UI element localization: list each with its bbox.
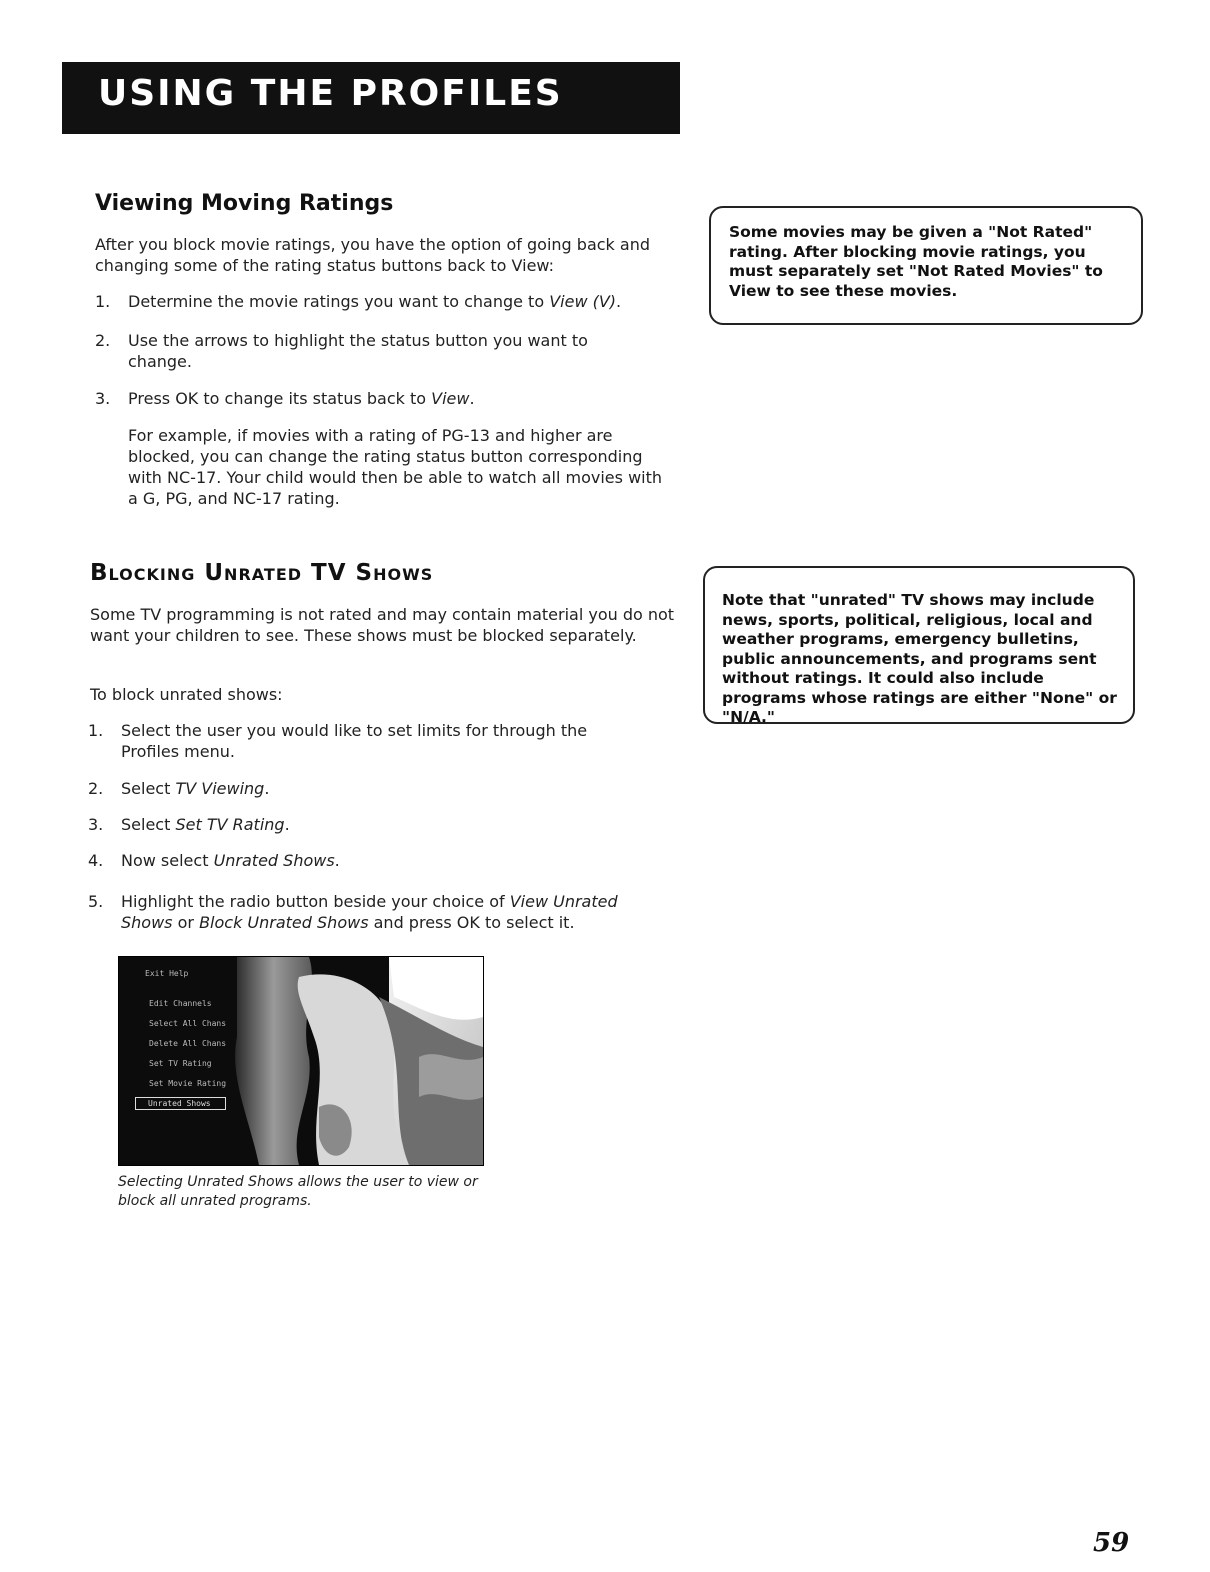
step-text: Select xyxy=(121,779,176,798)
step-text-end: . xyxy=(616,292,622,311)
step-text: Now select xyxy=(121,851,214,870)
menu-item-select-all-chans[interactable]: Select All Chans xyxy=(149,1019,227,1028)
blocking-step-4 xyxy=(88,850,648,872)
step-number: 5. xyxy=(88,892,104,911)
step-text-italic: Set TV Rating xyxy=(175,815,285,834)
blocking-step-1 xyxy=(88,720,648,764)
step-text-end: . xyxy=(334,851,340,870)
viewing-intro: After you block movie ratings, you have the option of going back and changing some of the rating status buttons back to View: xyxy=(95,235,650,275)
blocking-step-5 xyxy=(88,891,668,935)
step-number: 2. xyxy=(95,331,111,350)
step-text-mid: or xyxy=(172,913,200,932)
menu-item-delete-all-chans[interactable]: Delete All Chans xyxy=(149,1039,227,1048)
step-text-italic: View Unrated Shows xyxy=(121,892,618,932)
step-number: 3. xyxy=(95,389,111,408)
step-text-end: . xyxy=(469,389,475,408)
step-text-end: and press OK to select it. xyxy=(368,913,575,932)
step-text: Press OK to change its status back to xyxy=(128,389,432,408)
menu-item-set-tv-rating[interactable]: Set TV Rating xyxy=(149,1059,212,1068)
step-number: 2. xyxy=(88,779,104,798)
blocking-lead: To block unrated shows: xyxy=(90,685,283,704)
step-text-end: . xyxy=(284,815,290,834)
step-text: Select the user you would like to set limits for through the Profiles menu. xyxy=(121,721,588,761)
viewing-ratings-heading: Viewing Moving Ratings xyxy=(95,191,394,216)
step-text-italic: View xyxy=(431,389,470,408)
step-number: 1. xyxy=(95,292,111,311)
step-text-italic: TV Viewing xyxy=(175,779,265,798)
menu-header[interactable]: Exit Help xyxy=(145,969,189,978)
menu-item-set-movie-rating[interactable]: Set Movie Rating xyxy=(149,1079,227,1088)
step-text-italic-2: Block Unrated Shows xyxy=(199,913,369,932)
menu-item-edit-channels[interactable]: Edit Channels xyxy=(149,999,212,1008)
unrated-tv-note-text: Note that "unrated" TV shows may include news, sports, political, religious, local and weather programs, emergency bulletins, public announcements, and programs sent without ratings. It could also include programs whose ratings are either "None" or "N/A." xyxy=(722,591,1117,726)
viewing-example: For example, if movies with a rating of PG-13 and higher are blocked, you can change the rating status button corresponding with NC-17. Your child would then be able to watch all movies with a G, PG, and NC-17 rating. xyxy=(128,426,663,508)
step-number: 4. xyxy=(88,851,104,870)
unrated-tv-note xyxy=(703,566,1135,724)
tv-menu-screenshot xyxy=(118,956,484,1166)
header-banner xyxy=(62,62,680,134)
blocking-intro: Some TV programming is not rated and may contain material you do not want your children to see. These shows must be blocked separately. xyxy=(90,605,675,645)
not-rated-note xyxy=(709,206,1143,325)
step-text: Highlight the radio button beside your choice of xyxy=(121,892,510,911)
page-number: 59 xyxy=(1093,1528,1130,1558)
step-text-end: . xyxy=(264,779,270,798)
screenshot-caption: Selecting Unrated Shows allows the user to view or block all unrated programs. xyxy=(118,1174,478,1209)
blocking-step-2 xyxy=(88,778,648,800)
viewing-step-1 xyxy=(95,291,675,313)
step-number: 3. xyxy=(88,815,104,834)
step-text-italic: Unrated Shows xyxy=(213,851,335,870)
not-rated-note-text: Some movies may be given a "Not Rated" rating. After blocking movie ratings, you must separately set "Not Rated Movies" to View to see these movies. xyxy=(729,223,1103,300)
step-number: 1. xyxy=(88,721,104,740)
viewing-step-2 xyxy=(95,330,655,374)
step-text-italic: View (V) xyxy=(549,292,617,311)
menu-item-unrated-shows[interactable]: Unrated Shows xyxy=(135,1097,226,1110)
page-title: USING THE PROFILES xyxy=(98,73,563,114)
viewing-step-3 xyxy=(95,388,655,410)
step-text: Select xyxy=(121,815,176,834)
blocking-unrated-heading: Blocking Unrated TV Shows xyxy=(90,560,434,586)
step-text: Determine the movie ratings you want to change to xyxy=(128,292,550,311)
blocking-step-3 xyxy=(88,814,648,836)
step-text: Use the arrows to highlight the status button you want to change. xyxy=(128,331,588,371)
